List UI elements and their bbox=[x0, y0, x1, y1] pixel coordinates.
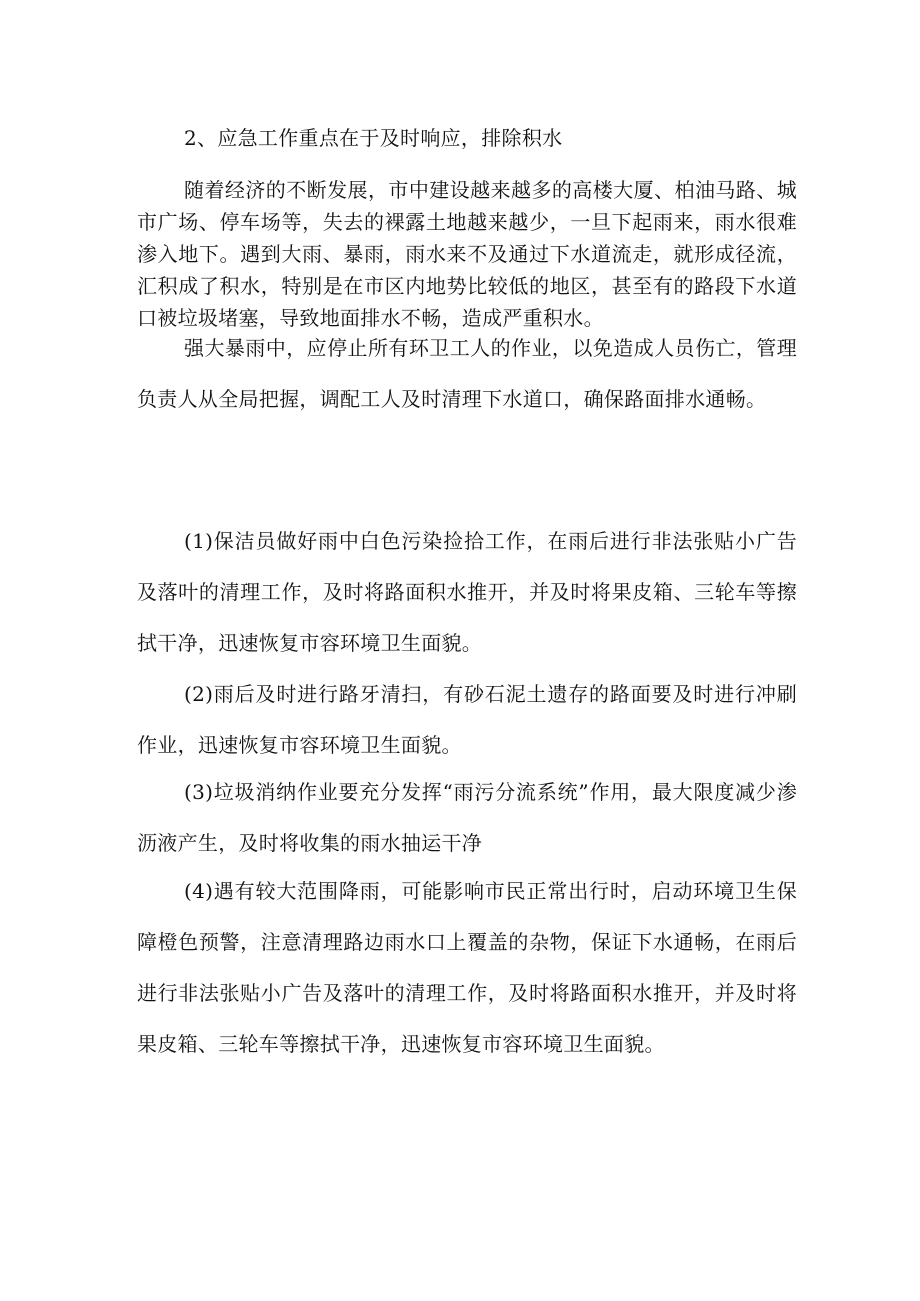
list-item-2: (2)雨后及时进行路牙清扫，有砂石泥土遗存的路面要及时进行冲刷作业，迅速恢复市容环境卫生面貌。 bbox=[137, 682, 797, 757]
list-item-3: (3)垃圾消纳作业要充分发挥“雨污分流系统”作用，最大限度减少渗沥液产生，及时将收集的雨水抽运干净 bbox=[137, 780, 797, 855]
list-item-4: (4)遇有较大范围降雨，可能影响市民正常出行时，启动环境卫生保障橙色预警，注意清理路边雨水口上覆盖的杂物，保证下水通畅，在雨后进行非法张贴小广告及落叶的清理工作，及时将路面积水推开，并及时将果皮箱、三轮车等擦拭干净，迅速恢复市容环境卫生面貌。 bbox=[137, 879, 797, 1056]
section-heading: 2、应急工作重点在于及时响应，排除积水 bbox=[184, 126, 563, 150]
paragraph-economic-development: 随着经济的不断发展，市中建设越来越多的高楼大厦、柏油马路、城市广场、停车场等，失去的裸露土地越来越少，一旦下起雨来，雨水很难渗入地下。遇到大雨、暴雨，雨水来不及通过下水道流走，就形成径流，汇积成了积水，特别是在市区内地势比较低的地区，甚至有的路段下水道口被垃圾堵塞，导致地面排水不畅，造成严重积水。 bbox=[137, 178, 797, 330]
paragraph-heavy-rain: 强大暴雨中，应停止所有环卫工人的作业，以免造成人员伤亡，管理负责人从全局把握，调配工人及时清理下水道口，确保路面排水通畅。 bbox=[137, 336, 797, 411]
list-item-1: (1)保洁员做好雨中白色污染捡拾工作，在雨后进行非法张贴小广告及落叶的清理工作，及时将路面积水推开，并及时将果皮箱、三轮车等擦拭干净，迅速恢复市容环境卫生面貌。 bbox=[137, 529, 797, 655]
